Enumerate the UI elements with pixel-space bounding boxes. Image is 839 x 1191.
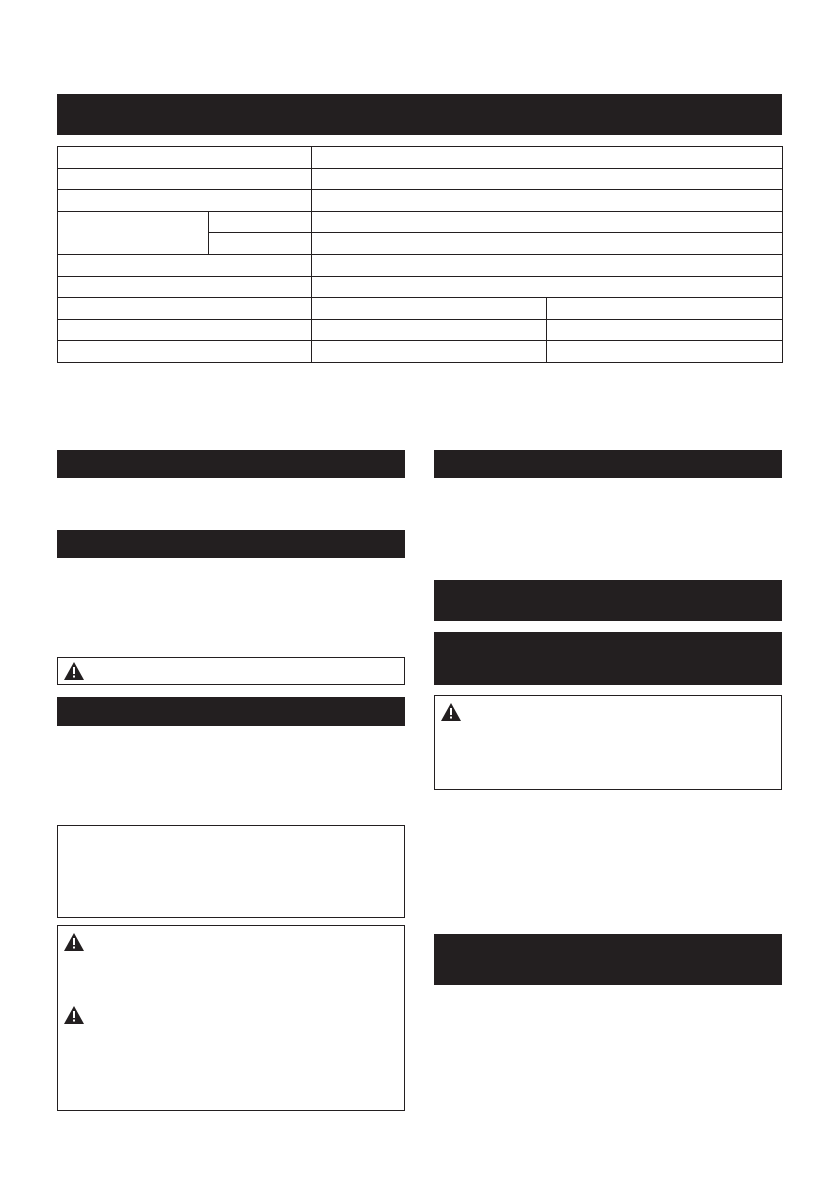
table-row <box>58 276 783 298</box>
left-section-heading-3 <box>57 697 405 726</box>
left-section-heading-1 <box>57 450 405 478</box>
warning-box <box>57 925 405 1111</box>
right-section-heading-2 <box>434 580 782 621</box>
table-row <box>58 190 783 212</box>
table-cell <box>312 298 547 320</box>
table-cell <box>547 298 783 320</box>
table-row <box>58 211 783 233</box>
table-row <box>58 341 783 363</box>
warning-triangle-icon <box>64 933 84 951</box>
table-cell <box>547 341 783 363</box>
table-cell <box>312 190 783 212</box>
table-cell <box>58 341 312 363</box>
warning-triangle-icon <box>64 1006 84 1024</box>
table-cell <box>312 276 783 298</box>
table-cell <box>58 211 209 254</box>
caution-box <box>57 657 405 685</box>
table-cell <box>58 319 312 341</box>
right-section-heading-4 <box>434 934 782 985</box>
table-cell <box>312 254 783 276</box>
table-cell <box>547 319 783 341</box>
right-section-heading-3 <box>434 632 782 685</box>
table-cell <box>209 211 312 233</box>
table-cell <box>58 298 312 320</box>
table-row <box>58 254 783 276</box>
table-cell <box>58 276 312 298</box>
warning-box <box>434 695 782 790</box>
table-cell <box>58 190 312 212</box>
table-row <box>58 168 783 190</box>
table-cell <box>209 233 312 255</box>
page-title-bar <box>57 94 782 135</box>
table-row <box>58 147 783 169</box>
table-cell <box>312 147 783 169</box>
table-cell <box>58 168 312 190</box>
note-box <box>57 825 405 918</box>
left-section-heading-2 <box>57 530 405 558</box>
table-cell <box>58 254 312 276</box>
table-cell <box>58 147 312 169</box>
table-cell <box>312 319 547 341</box>
table-cell <box>312 341 547 363</box>
specifications-table <box>57 146 783 363</box>
table-cell <box>312 211 783 233</box>
table-row <box>58 319 783 341</box>
right-section-heading-1 <box>434 450 782 478</box>
table-row <box>58 298 783 320</box>
table-cell <box>312 168 783 190</box>
table-cell <box>312 233 783 255</box>
warning-triangle-icon <box>64 662 84 680</box>
warning-triangle-icon <box>441 703 461 721</box>
